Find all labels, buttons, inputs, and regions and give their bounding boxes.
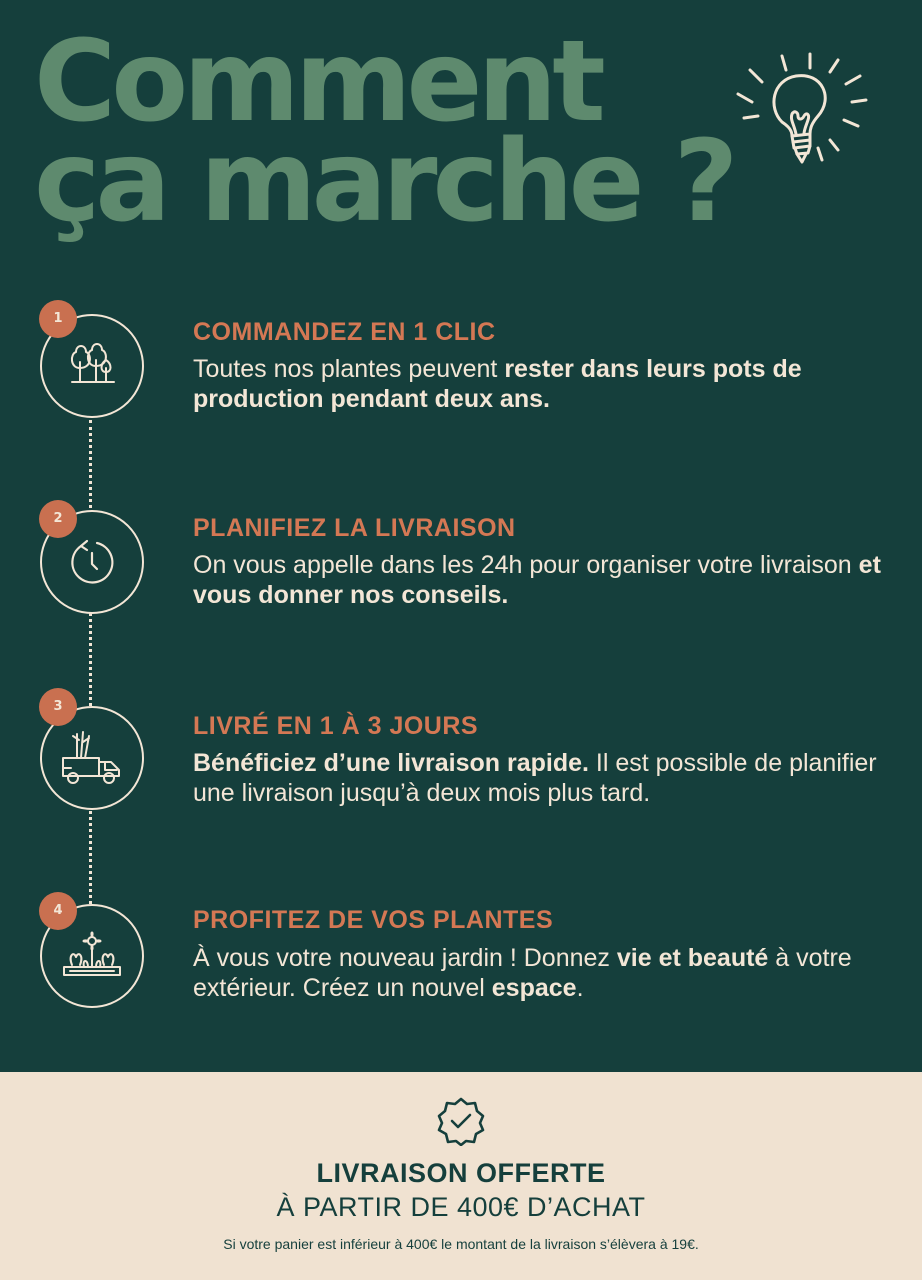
step-4-text: [193, 943, 893, 1003]
body-text: On vous appelle dans les 24h pour organiser votre livraison: [193, 551, 859, 579]
page-title: [34, 17, 814, 247]
step-3-number: 3: [39, 688, 77, 726]
emphasis-text: rester dans leurs pots de production pendant deux ans.: [193, 355, 802, 413]
step-1-number: 1: [39, 300, 77, 338]
footer-title: LIVRAISON OFFERTE: [316, 1158, 606, 1188]
body-text: À vous votre nouveau jardin ! Donnez: [193, 944, 617, 972]
body-text: à votre extérieur. Créez un nouvel: [193, 944, 852, 1002]
emphasis-text: espace: [491, 974, 577, 1002]
check-badge-icon: [436, 1096, 486, 1146]
body-text: .: [576, 974, 584, 1002]
emphasis-text: Bénéficiez d’une livraison rapide.: [193, 749, 589, 777]
footer-note: Si votre panier est inférieur à 400€ le montant de la livraison s’élèvera à 19€.: [223, 1236, 699, 1252]
emphasis-text: et vous donner nos conseils.: [193, 551, 881, 609]
free-delivery-banner: [0, 1072, 922, 1280]
title-line-2: ça marche ?: [34, 117, 734, 247]
step-3-text: [193, 748, 893, 808]
body-text: Toutes nos plantes peuvent: [193, 355, 505, 383]
step-4-number: 4: [39, 892, 77, 930]
flower-bed-icon: [60, 931, 124, 981]
step-2-number: 2: [39, 500, 77, 538]
step-1-title: COMMANDEZ EN 1 CLIC: [193, 318, 496, 346]
step-4-title: PROFITEZ DE VOS PLANTES: [193, 906, 554, 934]
step-2-text: [193, 550, 893, 610]
truck-icon: [59, 728, 125, 788]
steps-connector: [89, 420, 92, 910]
step-1-text: [193, 354, 893, 414]
clock-icon: [67, 537, 117, 587]
step-2-title: PLANIFIEZ LA LIVRAISON: [193, 514, 516, 542]
step-3-title: LIVRÉ EN 1 À 3 JOURS: [193, 712, 479, 740]
footer-subtitle: À PARTIR DE 400€ D’ACHAT: [276, 1192, 646, 1222]
trees-icon: [64, 338, 120, 394]
title-line-1: Comment: [34, 17, 601, 147]
emphasis-text: vie et beauté: [616, 944, 769, 972]
body-text: Il est possible de planifier une livraison jusqu’à deux mois plus tard.: [193, 749, 877, 807]
lightbulb-icon: [730, 50, 870, 175]
